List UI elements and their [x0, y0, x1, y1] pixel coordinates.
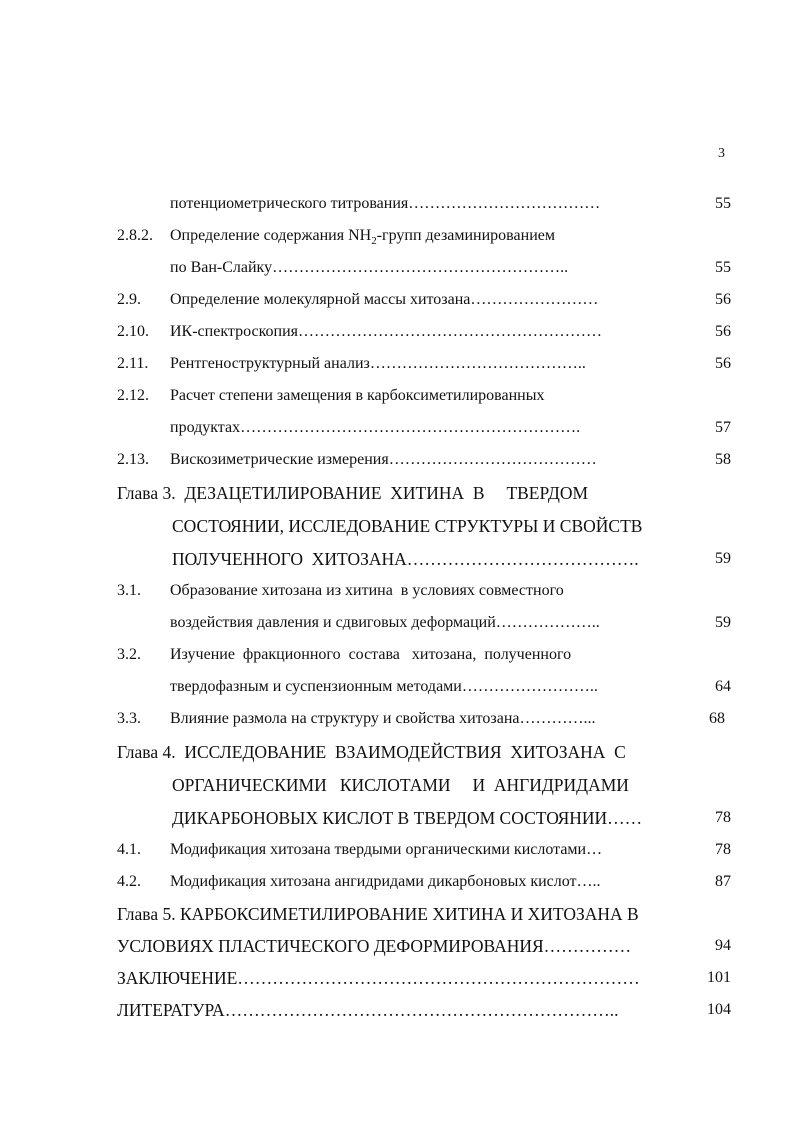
toc-page: 55: [715, 259, 731, 276]
toc-number: 4.2.: [117, 873, 141, 890]
toc-page: 56: [715, 355, 731, 372]
toc-text: Определение молекулярной массы хитозана……………………: [170, 291, 599, 308]
toc-chapter-line: [0, 932, 793, 960]
toc-number: 2.11.: [117, 355, 149, 372]
toc-line: [0, 286, 793, 314]
toc-chapter-title: Глава 5. КАРБОКСИМЕТИЛИРОВАНИЕ ХИТИНА И ХИТОЗАНА В: [117, 904, 639, 924]
toc-line: [0, 964, 793, 992]
toc-page: 78: [715, 809, 731, 826]
toc-page: 68: [709, 710, 725, 727]
toc-line: [0, 641, 793, 669]
toc-page: 59: [715, 614, 731, 631]
toc-text: Расчет степени замещения в карбоксиметилированных: [170, 387, 545, 404]
toc-chapter-title: Глава 3. ДЕЗАЦЕТИЛИРОВАНИЕ ХИТИНА В ТВЕРДОМ: [117, 483, 589, 503]
toc-line: [0, 382, 793, 410]
toc-page: 78: [715, 841, 731, 858]
toc-line: [0, 836, 793, 864]
toc-number: 3.2.: [117, 646, 141, 663]
toc-page: 101: [707, 969, 731, 986]
toc-chapter-title: ПОЛУЧЕННОГО ХИТОЗАНА………………………………….: [172, 549, 639, 569]
toc-chapter-line: [0, 804, 793, 832]
toc-page: 55: [715, 195, 731, 212]
toc-page: 56: [715, 323, 731, 340]
toc-text: Рентгеноструктурный анализ…………………………………..: [170, 355, 586, 372]
toc-line: [0, 350, 793, 378]
toc-number: 2.8.2.: [117, 227, 153, 244]
toc-chapter-title: ДИКАРБОНОВЫХ КИСЛОТ В ТВЕРДОМ СОСТОЯНИИ……: [172, 808, 643, 828]
toc-chapter-line: [0, 545, 793, 573]
toc-text: Вискозиметрические измерения…………………………………: [170, 451, 597, 468]
toc-chapter-title: ОРГАНИЧЕСКИМИ КИСЛОТАМИ И АНГИДРИДАМИ: [172, 775, 629, 795]
toc-text: потенциометрического титрования………………………………: [170, 195, 601, 212]
toc-chapter-line: [0, 512, 793, 540]
toc-page: 104: [707, 1001, 731, 1018]
toc-text: по Ван-Слайку………………………………………………..: [170, 259, 569, 276]
toc-line: [0, 318, 793, 346]
toc-number: 2.12.: [117, 387, 149, 404]
toc-line: [0, 996, 793, 1024]
toc-text: Определение содержания $NH_2$-групп дезаминированием: [170, 227, 555, 248]
toc-page: 59: [715, 550, 731, 567]
toc-text: Модификация хитозана ангидридами дикарбоновых кислот…..: [170, 873, 601, 890]
toc-line: [0, 254, 793, 282]
toc-line: [0, 446, 793, 474]
toc-page: 56: [715, 291, 731, 308]
toc-chapter-title: УСЛОВИЯХ ПЛАСТИЧЕСКОГО ДЕФОРМИРОВАНИЯ……………: [117, 936, 632, 956]
toc-number: 2.13.: [117, 451, 149, 468]
toc-text: воздействия давления и сдвиговых деформаций………………..: [170, 614, 600, 631]
toc-section-title: ЗАКЛЮЧЕНИЕ……………………………………………………………: [117, 968, 640, 988]
toc-line: [0, 868, 793, 896]
toc-number: 4.1.: [117, 841, 141, 858]
toc-text: Изучение фракционного состава хитозана, полученного: [170, 646, 572, 663]
toc-number: 3.1.: [117, 582, 141, 599]
toc-line: [0, 673, 793, 701]
toc-line: [0, 577, 793, 605]
toc-number: 2.10.: [117, 323, 149, 340]
toc-text: Образование хитозана из хитина в условиях совместного: [170, 582, 564, 599]
toc-section-title: ЛИТЕРАТУРА…………………………………………………………..: [117, 1000, 619, 1020]
toc-text: ИК-спектроскопия…………………………………………………: [170, 323, 603, 340]
toc-number: 2.9.: [117, 291, 141, 308]
toc-text: твердофазным и суспензионным методами……………………..: [170, 678, 598, 695]
toc-chapter-line: [0, 771, 793, 799]
toc-line: [0, 414, 793, 442]
toc-line: [0, 190, 793, 218]
toc-line: [0, 609, 793, 637]
toc-page: 58: [715, 451, 731, 468]
toc-text: Модификация хитозана твердыми органическими кислотами…: [170, 841, 603, 858]
toc-page: 57: [715, 419, 731, 436]
toc-chapter-line: [0, 479, 793, 507]
toc-chapter-title: СОСТОЯНИИ, ИССЛЕДОВАНИЕ СТРУКТУРЫ И СВОЙСТВ: [172, 516, 643, 536]
toc-line: [0, 222, 793, 250]
toc-page: 94: [715, 937, 731, 954]
toc-page: 64: [715, 678, 731, 695]
toc-chapter-title: Глава 4. ИССЛЕДОВАНИЕ ВЗАИМОДЕЙСТВИЯ ХИТОЗАНА С: [117, 742, 626, 762]
toc-chapter-line: [0, 738, 793, 766]
toc-chapter-line: [0, 900, 793, 928]
page-number: 3: [718, 146, 725, 161]
toc-number: 3.3.: [117, 710, 141, 727]
toc-page: 87: [715, 873, 731, 890]
toc-text: Влияние размола на структуру и свойства хитозана…………...: [170, 710, 596, 727]
toc-text: продуктах……………………………………………………….: [170, 419, 581, 436]
toc-line: [0, 705, 793, 733]
